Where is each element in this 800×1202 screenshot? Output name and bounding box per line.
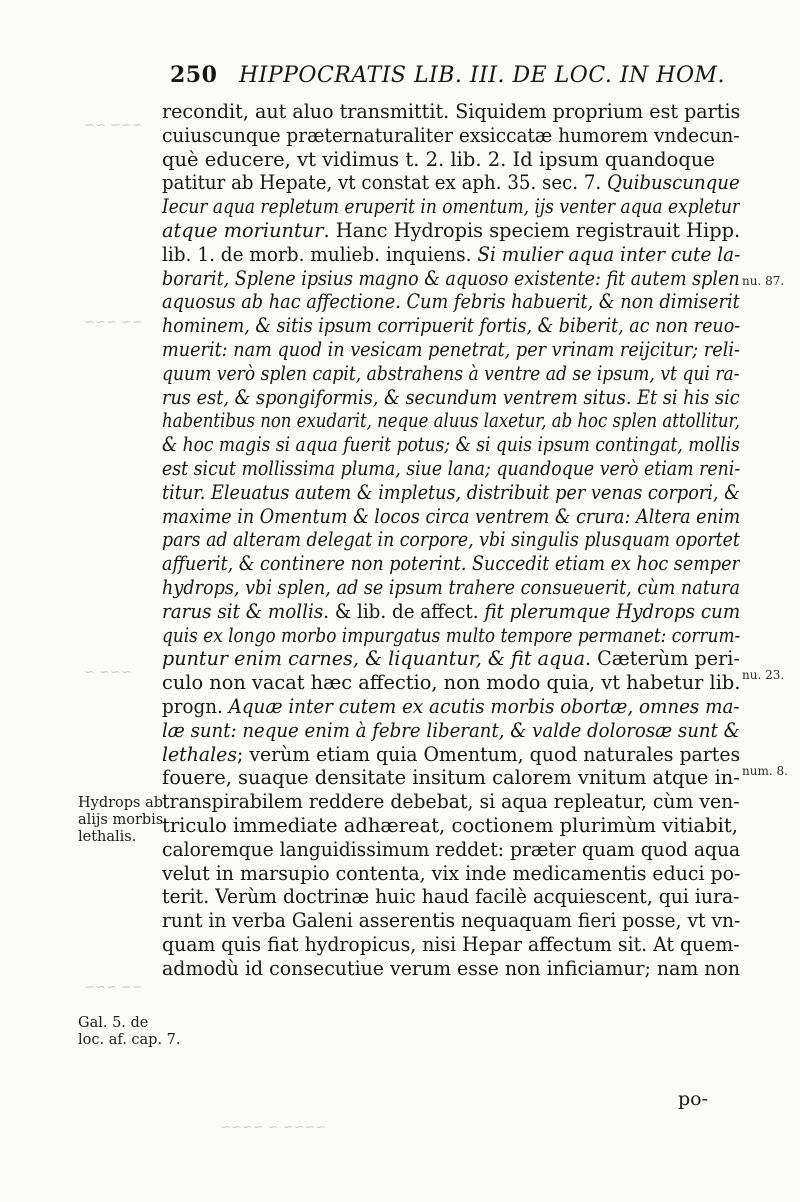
text-segment: atque moriuntur [162,218,324,242]
text-line [162,219,740,243]
text-line [162,171,740,195]
text-line [162,433,740,457]
text-line [162,243,740,267]
text-line [162,124,740,148]
text-line [162,100,740,124]
text-segment: Si mulier aqua inter cute la- [477,242,740,266]
text-line [162,552,740,576]
main-text-block [162,100,740,980]
text-segment: ; verùm etiam quia Omentum, quod naturales partes [236,742,740,766]
text-segment: caloremque languidissimum reddet: præter quam quod aqua [162,837,740,861]
text-segment: admodù id consecutiue verum esse non inficiamur; nam non [162,956,740,980]
text-segment: triculo immediate adhæreat, coctionem plurimùm vitiabit, [162,813,738,837]
text-segment: rus est, & spongiformis, & secundum ventrem situs. Et si his sic [162,385,740,409]
text-segment: est sicut mollissima pluma, siue lana; quandoque verò etiam reni- [162,456,740,480]
text-segment: quis ex longo morbo impurgatus multo tempore permanet: corrum- [162,623,740,647]
margin-note-right: nu. 87. [742,274,785,288]
bleed-through-mark: ~~ ~~~ [84,315,143,330]
text-line [162,314,740,338]
text-line [162,505,740,529]
text-segment: Iecur aqua repletum eruperit in omentum, ijs venter aqua expletur [162,195,740,219]
text-segment: lib. 1. de morb. mulieb. inquiens. [162,242,478,266]
text-segment: progn. [162,694,229,718]
text-line [162,695,740,719]
text-line [162,600,740,624]
margin-note-right: num. 8. [742,764,788,778]
bleed-through-mark: ~~~~ ~ ~~~~ [220,1120,327,1135]
text-line [162,267,740,291]
text-line [162,624,740,648]
text-segment: hominem, & sitis ipsum corripuerit fortis, & biberit, ac non reuo- [162,314,740,338]
catchword: po- [678,1088,709,1110]
text-line [162,862,740,886]
text-segment: runt in verba Galeni asserentis nequaquam fieri posse, vt vn- [162,909,740,933]
text-segment: fit plerumque Hydrops cum [484,599,740,623]
text-line [162,362,740,386]
bleed-through-mark: ~~~ ~ [84,665,132,680]
text-line [162,290,740,314]
running-title: HIPPOCRATIS LIB. III. DE LOC. IN HOM. [238,63,726,88]
text-segment: quum verò splen capit, abstrahens à ventre ad se ipsum, vt qui ra- [162,361,740,385]
text-line [162,743,740,767]
text-segment: hydrops, vbi splen, ad se ipsum trahere consueuerit, cùm natura [162,575,740,599]
text-segment: affuerit, & continere non poterint. Succedit etiam ex hoc semper [162,552,740,576]
text-segment: maxime in Omentum & locos circa ventrem & crura: Altera enim [162,504,740,528]
text-segment: . Cæterùm peri- [584,647,740,671]
text-segment: transpirabilem reddere debebat, si aqua repleatur, cùm ven- [162,790,740,814]
text-segment: rarus sit & mollis [162,599,324,623]
text-line [162,338,740,362]
text-segment: læ sunt: neque enim à febre liberant, & valde dolorosæ sunt & [162,718,740,742]
text-segment: aquosus ab hac affectione. Cum febris habuerit, & non dimiserit [162,290,740,314]
text-segment: titur. Eleuatus autem & impletus, distribuit per venas corpori, & [162,480,740,504]
text-line [162,671,740,695]
text-line [162,838,740,862]
text-line [162,957,740,981]
text-line [162,409,740,433]
running-header [170,62,750,88]
text-segment: velut in marsupio contenta, vix inde medicamentis educi po- [162,861,740,885]
text-segment: patitur ab Hepate, vt constat ex aph. 35. sec. 7. [162,171,607,195]
text-segment: . Hanc Hydropis speciem registrauit Hipp. [323,218,740,242]
text-segment: recondit, aut aluo transmittit. Siquidem proprium est partis [162,100,740,123]
text-segment: Quibuscunque [606,171,740,195]
text-line [162,909,740,933]
text-segment: lethales [162,742,237,766]
text-segment: fouere, suaque densitate insitum calorem vnitum atque in- [162,766,740,790]
text-line [162,719,740,743]
text-line [162,576,740,600]
margin-note-galen: Gal. 5. de loc. af. cap. 7. [78,1015,181,1048]
text-segment: quam quis fiat hydropicus, nisi Hepar affectum sit. At quem- [162,932,740,956]
text-segment: Aquæ inter cutem ex acutis morbis obortæ, omnes ma- [228,694,740,718]
text-segment: pars ad alteram delegat in corpore, vbi singulis plusquam oportet [162,528,740,552]
text-line [162,195,740,219]
text-line [162,528,740,552]
text-line [162,386,740,410]
text-segment: habentibus non exudarit, neque aluus laxetur, ab hoc splen attollitur, [162,409,740,433]
text-segment: terit. Verùm doctrinæ huic haud facilè acquiescent, qui iura- [162,885,740,909]
text-segment: borarit, Splene ipsius magno & aquoso existente: fit autem splen [162,266,740,290]
margin-note-right: nu. 23. [742,668,785,682]
bleed-through-mark: ~~~ ~~ [84,118,143,133]
margin-note-hydrops: Hydrops ab alijs morbis lethalis. [78,795,164,845]
text-line [162,481,740,505]
text-segment: culo non vacat hæc affectio, non modo quia, vt habetur lib. [162,671,740,695]
text-line [162,790,740,814]
text-segment: muerit: nam quod in vesicam penetrat, per vrinam reijcitur; reli- [162,337,740,361]
text-line [162,885,740,909]
text-segment: cuiuscunque præternaturaliter exsiccatæ humorem vndecun- [162,123,740,147]
text-segment: . & lib. de affect. [323,599,485,623]
text-line [162,148,740,172]
text-line [162,814,740,838]
text-line [162,457,740,481]
text-line [162,647,740,671]
text-segment: què educere, vt vidimus t. 2. lib. 2. Id ipsum quandoque [162,147,715,171]
text-line [162,766,740,790]
text-segment: puntur enim carnes, & liquantur, & fit aqua [162,647,585,671]
page-number: 250 [170,62,218,88]
text-line [162,933,740,957]
bleed-through-mark: ~~ ~~~ [84,980,143,995]
text-segment: & hoc magis si aqua fuerit potus; & si quis ipsum contingat, mollis [162,433,740,457]
